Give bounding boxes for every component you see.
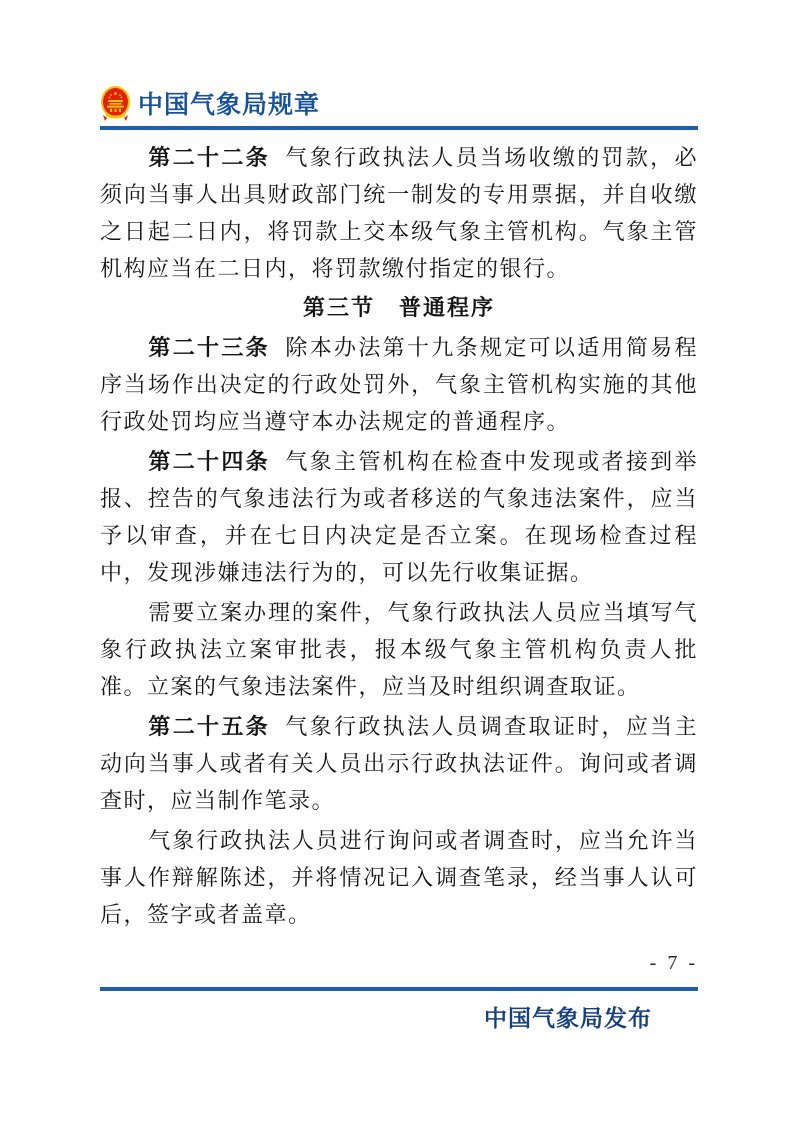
paragraph-text: 除本办法第十九条规定可以适用简易程序当场作出决定的行政处罚外，气象主管机构实施的其他行政处罚均应当遵守本办法规定的普通程序。 (100, 335, 698, 434)
paragraph (100, 594, 698, 705)
page-number: - 7 - (649, 952, 698, 974)
document-body (100, 139, 698, 933)
page-header (100, 84, 698, 130)
header-rule (100, 126, 698, 130)
article-number: 第二十二条 (148, 145, 270, 170)
article-number: 第二十三条 (148, 335, 270, 360)
paragraph-text: 气象行政执法人员调查取证时，应当主动向当事人或者有关人员出示行政执法证件。询问或者调查时，应当制作笔录。 (100, 714, 698, 813)
paragraph (100, 822, 698, 933)
article-paragraph (100, 708, 698, 819)
article-paragraph (100, 139, 698, 287)
paragraph-text: 气象行政执法人员当场收缴的罚款，必须向当事人出具财政部门统一制发的专用票据，并自收缴之日起二日内，将罚款上交本级气象主管机构。气象主管机构应当在二日内，将罚款缴付指定的银行。 (100, 145, 698, 281)
article-number: 第二十五条 (148, 714, 270, 739)
article-paragraph (100, 443, 698, 591)
article-number: 第二十四条 (148, 449, 270, 474)
publisher-label: 中国气象局发布 (484, 1005, 652, 1031)
header-title: 中国气象局规章 (138, 91, 321, 119)
paragraph-text: 需要立案办理的案件，气象行政执法人员应当填写气象行政执法立案审批表，报本级气象主管机构负责人批准。立案的气象违法案件，应当及时组织调查取证。 (100, 600, 698, 699)
paragraph-text: 气象行政执法人员进行询问或者调查时，应当允许当事人作辩解陈述，并将情况记入调查笔录，经当事人认可后，签字或者盖章。 (100, 828, 698, 927)
section-heading: 第三节 普通程序 (302, 295, 495, 320)
paragraph-text: 气象主管机构在检查中发现或者接到举报、控告的气象违法行为或者移送的气象违法案件，应当予以审查，并在七日内决定是否立案。在现场检查过程中，发现涉嫌违法行为的，可以先行收集证据。 (100, 449, 698, 585)
national-emblem-icon (100, 85, 131, 122)
article-paragraph (100, 329, 698, 440)
footer-rule (100, 987, 698, 991)
